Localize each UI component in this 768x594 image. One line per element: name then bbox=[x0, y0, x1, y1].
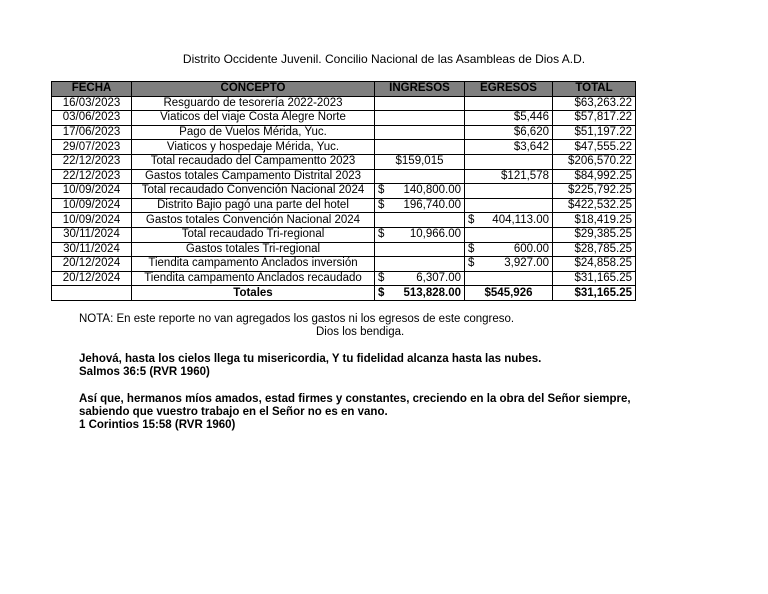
verse-corinthians-ref: 1 Corintios 15:58 (RVR 1960) bbox=[79, 419, 236, 431]
cell-total: $63,263.22 bbox=[553, 96, 636, 111]
table-row bbox=[52, 257, 636, 272]
table-row bbox=[52, 154, 636, 169]
cell-concepto: Total recaudado Tri-regional bbox=[132, 227, 375, 242]
currency-symbol: $ bbox=[378, 286, 385, 299]
cell-egresos bbox=[465, 184, 553, 199]
cell-concepto: Viaticos del viaje Costa Alegre Norte bbox=[132, 111, 375, 126]
amount: 140,800.00 bbox=[403, 184, 461, 197]
cell-blank bbox=[52, 286, 132, 301]
cell-egresos bbox=[465, 242, 553, 257]
cell-total: $47,555.22 bbox=[553, 140, 636, 155]
currency-symbol: $ bbox=[378, 228, 385, 241]
header-egresos: EGRESOS bbox=[465, 82, 553, 97]
cell-total: $51,197.22 bbox=[553, 125, 636, 140]
currency-symbol: $ bbox=[468, 242, 475, 255]
amount: 196,740.00 bbox=[403, 199, 461, 212]
cell-egresos bbox=[465, 96, 553, 111]
cell-total: $31,165.25 bbox=[553, 271, 636, 286]
table-row bbox=[52, 271, 636, 286]
amount: 3,927.00 bbox=[504, 257, 549, 270]
cell-total: $18,419.25 bbox=[553, 213, 636, 228]
cell-concepto: Pago de Vuelos Mérida, Yuc. bbox=[132, 125, 375, 140]
cell-ingresos bbox=[375, 96, 465, 111]
cell-total: $24,858.25 bbox=[553, 257, 636, 272]
header-concepto: CONCEPTO bbox=[132, 82, 375, 97]
cell-total: $28,785.25 bbox=[553, 242, 636, 257]
cell-fecha: 10/09/2024 bbox=[52, 198, 132, 213]
currency-symbol: $ bbox=[468, 257, 475, 270]
totals-egresos: $545,926 bbox=[465, 286, 553, 301]
totals-row bbox=[52, 286, 636, 301]
verse-corinthians-line-1: Así que, hermanos míos amados, estad firmes y constantes, creciendo en la obra del Señor siempre, bbox=[79, 393, 631, 405]
cell-total: $225,792.25 bbox=[553, 184, 636, 199]
table-row bbox=[52, 198, 636, 213]
table-row bbox=[52, 125, 636, 140]
note-line-1: NOTA: En este reporte no van agregados los gastos ni los egresos de este congreso. bbox=[79, 313, 515, 325]
table-row bbox=[52, 140, 636, 155]
cell-concepto: Resguardo de tesorería 2022-2023 bbox=[132, 96, 375, 111]
table-row bbox=[52, 169, 636, 184]
cell-total: $84,992.25 bbox=[553, 169, 636, 184]
cell-fecha: 30/11/2024 bbox=[52, 242, 132, 257]
cell-egresos: $5,446 bbox=[465, 111, 553, 126]
cell-fecha: 20/12/2024 bbox=[52, 271, 132, 286]
cell-ingresos bbox=[375, 198, 465, 213]
cell-ingresos bbox=[375, 242, 465, 257]
cell-concepto: Gastos totales Campamento Distrital 2023 bbox=[132, 169, 375, 184]
cell-total: $57,817.22 bbox=[553, 111, 636, 126]
cell-egresos: $3,642 bbox=[465, 140, 553, 155]
cell-fecha: 20/12/2024 bbox=[52, 257, 132, 272]
cell-concepto: Gastos totales Convención Nacional 2024 bbox=[132, 213, 375, 228]
cell-fecha: 22/12/2023 bbox=[52, 154, 132, 169]
cell-fecha: 10/09/2024 bbox=[52, 184, 132, 199]
note bbox=[79, 313, 514, 339]
cell-egresos bbox=[465, 198, 553, 213]
cell-ingresos bbox=[375, 227, 465, 242]
cell-concepto: Distrito Bajio pagó una parte del hotel bbox=[132, 198, 375, 213]
cell-egresos bbox=[465, 227, 553, 242]
verse-psalm bbox=[79, 353, 541, 379]
cell-fecha: 30/11/2024 bbox=[52, 227, 132, 242]
currency-symbol: $ bbox=[378, 184, 385, 197]
note-line-2: Dios los bendiga. bbox=[316, 326, 405, 338]
table-row bbox=[52, 213, 636, 228]
cell-egresos bbox=[465, 154, 553, 169]
header-total: TOTAL bbox=[553, 82, 636, 97]
table-row bbox=[52, 227, 636, 242]
cell-ingresos: $159,015 bbox=[375, 154, 465, 169]
header-fecha: FECHA bbox=[52, 82, 132, 97]
cell-fecha: 03/06/2023 bbox=[52, 111, 132, 126]
cell-egresos: $121,578 bbox=[465, 169, 553, 184]
table-row bbox=[52, 96, 636, 111]
cell-ingresos bbox=[375, 125, 465, 140]
cell-fecha: 16/03/2023 bbox=[52, 96, 132, 111]
cell-concepto: Total recaudado Convención Nacional 2024 bbox=[132, 184, 375, 199]
verse-corinthians-line-2: sabiendo que vuestro trabajo en el Señor no es en vano. bbox=[79, 406, 388, 418]
table-row bbox=[52, 111, 636, 126]
report-title: Distrito Occidente Juvenil. Concilio Nacional de las Asambleas de Dios A.D. bbox=[182, 52, 586, 66]
cell-ingresos bbox=[375, 140, 465, 155]
ledger-table bbox=[51, 81, 636, 301]
currency-symbol: $ bbox=[378, 199, 385, 212]
cell-ingresos bbox=[375, 257, 465, 272]
cell-fecha: 29/07/2023 bbox=[52, 140, 132, 155]
amount: 513,828.00 bbox=[403, 286, 461, 299]
cell-concepto: Gastos totales Tri-regional bbox=[132, 242, 375, 257]
cell-ingresos bbox=[375, 184, 465, 199]
cell-fecha: 22/12/2023 bbox=[52, 169, 132, 184]
header-ingresos: INGRESOS bbox=[375, 82, 465, 97]
amount: 600.00 bbox=[513, 242, 549, 255]
verse-psalm-text: Jehová, hasta los cielos llega tu misericordia, Y tu fidelidad alcanza hasta las nubes. bbox=[79, 353, 542, 365]
cell-ingresos bbox=[375, 111, 465, 126]
verse-psalm-ref: Salmos 36:5 (RVR 1960) bbox=[79, 366, 210, 378]
totals-ingresos bbox=[375, 286, 465, 301]
cell-fecha: 10/09/2024 bbox=[52, 213, 132, 228]
cell-concepto: Total recaudado del Campamentto 2023 bbox=[132, 154, 375, 169]
cell-total: $29,385.25 bbox=[553, 227, 636, 242]
totals-label: Totales bbox=[132, 286, 375, 301]
amount: 404,113.00 bbox=[492, 213, 549, 226]
cell-fecha: 17/06/2023 bbox=[52, 125, 132, 140]
currency-symbol: $ bbox=[468, 213, 475, 226]
table-row bbox=[52, 242, 636, 257]
totals-total: $31,165.25 bbox=[553, 286, 636, 301]
amount: 6,307.00 bbox=[416, 272, 461, 285]
cell-total: $422,532.25 bbox=[553, 198, 636, 213]
cell-total: $206,570.22 bbox=[553, 154, 636, 169]
amount: 10,966.00 bbox=[409, 228, 461, 241]
verse-corinthians bbox=[79, 393, 631, 432]
cell-concepto: Tiendita campamento Anclados inversión bbox=[132, 257, 375, 272]
cell-egresos bbox=[465, 271, 553, 286]
cell-concepto: Viaticos y hospedaje Mérida, Yuc. bbox=[132, 140, 375, 155]
table-row bbox=[52, 184, 636, 199]
cell-concepto: Tiendita campamento Anclados recaudado bbox=[132, 271, 375, 286]
currency-symbol: $ bbox=[378, 272, 385, 285]
cell-ingresos bbox=[375, 169, 465, 184]
cell-egresos bbox=[465, 257, 553, 272]
cell-egresos bbox=[465, 213, 553, 228]
cell-ingresos bbox=[375, 213, 465, 228]
header-row bbox=[52, 82, 636, 97]
cell-egresos: $6,620 bbox=[465, 125, 553, 140]
cell-ingresos bbox=[375, 271, 465, 286]
